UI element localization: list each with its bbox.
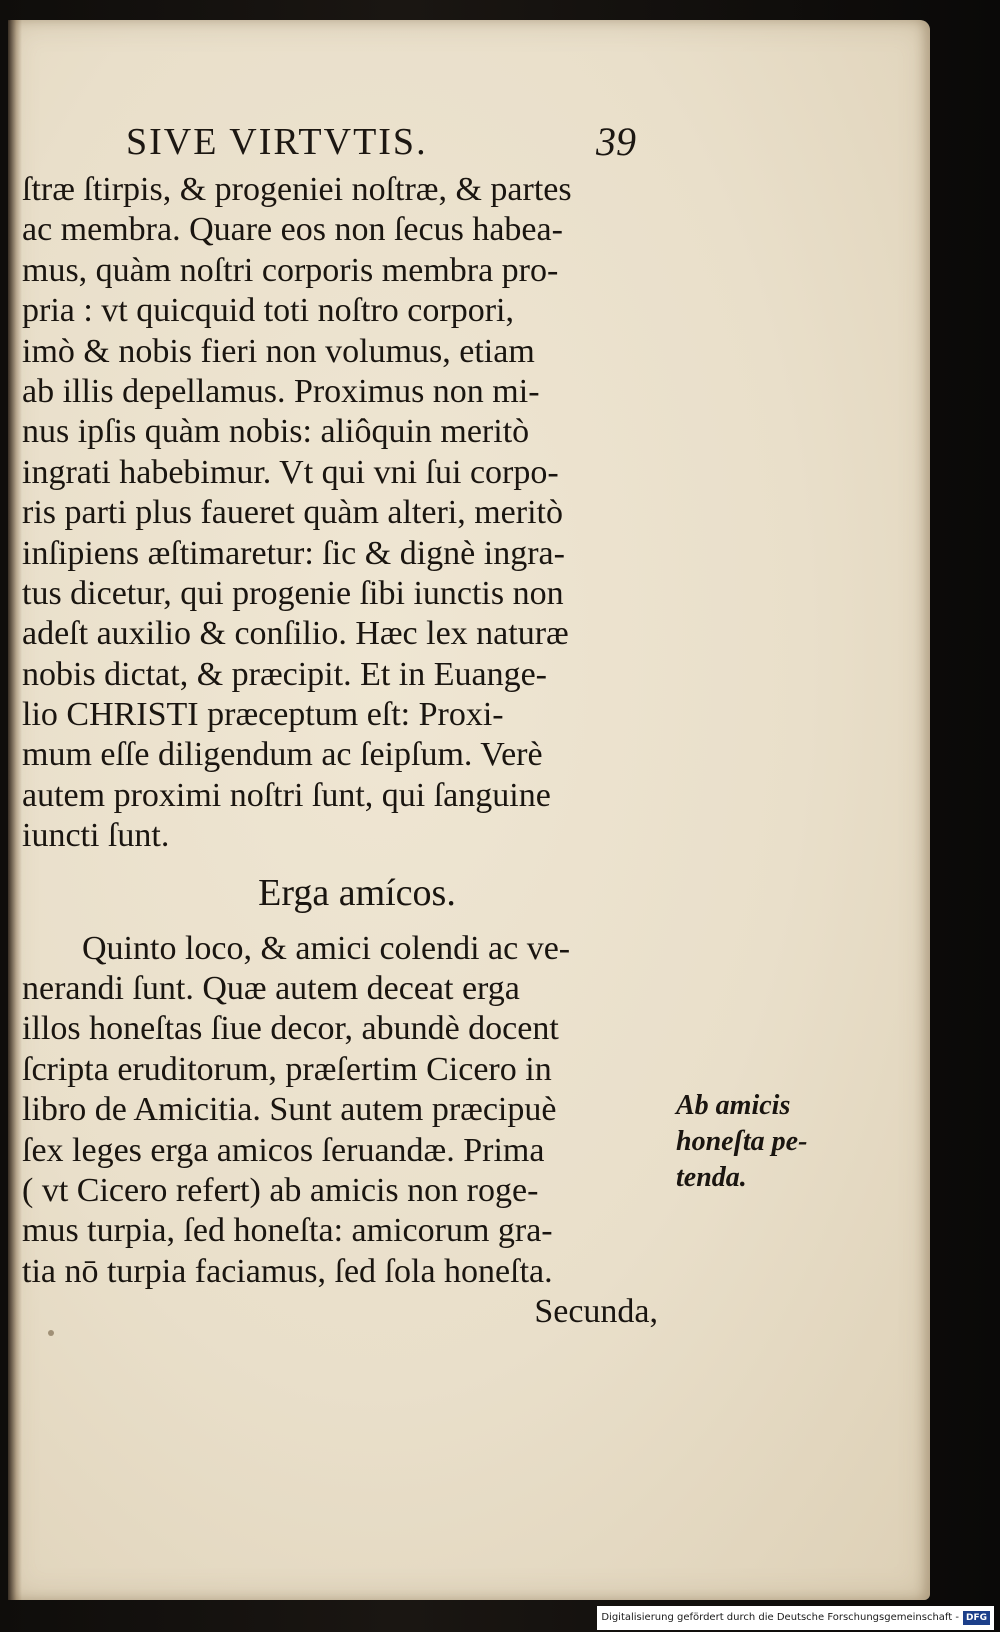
text-line: illos honeſtas ſiue decor, abundè docent [22,1010,559,1048]
text-line: inſipiens æſtimaretur: ſic & dignè ingra- [22,534,565,572]
text-line: ſex leges erga amicos ſeruandæ. Prima [22,1131,545,1169]
text-line: ſcripta eruditorum, præſertim Cicero in [22,1050,552,1088]
text-line: lio CHRISTI præceptum eſt: Proxi- [22,696,504,734]
text-line: tus dicetur, qui progenie ſibi iunctis non [22,574,564,612]
marginal-note-line: honeſta pe- [676,1126,808,1157]
text-line: ris parti plus faueret quàm alteri, meritò [22,494,563,532]
text-line: nobis dictat, & præcipit. Et in Euange- [22,655,548,693]
text-line: ac membra. Quare eos non ſecus habea- [22,211,563,249]
text-line: autem proximi noſtri ſunt, qui ſanguine [22,776,551,814]
text-line: ( vt Cicero refert) ab amicis non roge- [22,1171,539,1209]
text-line: adeſt auxilio & conſilio. Hæc lex naturæ [22,615,569,653]
credit-text: Digitalisierung gefördert durch die Deutsche Forschungsgemeinschaft - [601,1612,959,1623]
marginal-note-line: tenda. [676,1162,747,1193]
text-line: iuncti ſunt. [22,817,170,855]
text-line: imò & nobis fieri non volumus, etiam [22,332,535,370]
page-header [8,98,930,168]
text-line: ſtræ ſtirpis, & progeniei noſtræ, & partes [22,171,572,208]
running-title: SIVE VIRTVTIS. [126,121,428,163]
text-line: Quinto loco, & amici colendi ac ve- [82,929,571,967]
catchword: Secunda, [534,1293,658,1331]
text-line: libro de Amicitia. Sunt autem præcipuè [22,1091,557,1129]
marginal-note-line: Ab amicis [676,1090,791,1121]
text-line: mus, quàm noſtri corporis membra pro- [22,251,559,289]
text-line: tia nō turpia faciamus, ſed ſola honeſta. [22,1252,553,1290]
paper-stain [48,1330,54,1336]
main-text [22,170,662,1333]
section-heading: Erga amícos. [258,871,456,914]
text-line: nus ipſis quàm nobis: aliôquin meritò [22,413,530,451]
dfg-logo-icon: DFG [963,1611,990,1625]
digitization-credit [597,1606,994,1630]
text-line: mum eſſe diligendum ac ſeipſum. Verè [22,736,543,774]
book-page [8,20,930,1600]
page-number: 39 [596,119,636,164]
text-line: ab illis depellamus. Proximus non mi- [22,372,540,410]
text-line: ingrati habebimur. Vt qui vni ſui corpo- [22,453,559,491]
text-line: pria : vt quicquid toti noſtro corpori, [22,292,514,330]
text-line: nerandi ſunt. Quæ autem deceat erga [22,970,520,1008]
text-line: mus turpia, ſed honeſta: amicorum gra- [22,1212,553,1250]
marginal-note [676,1088,856,1196]
